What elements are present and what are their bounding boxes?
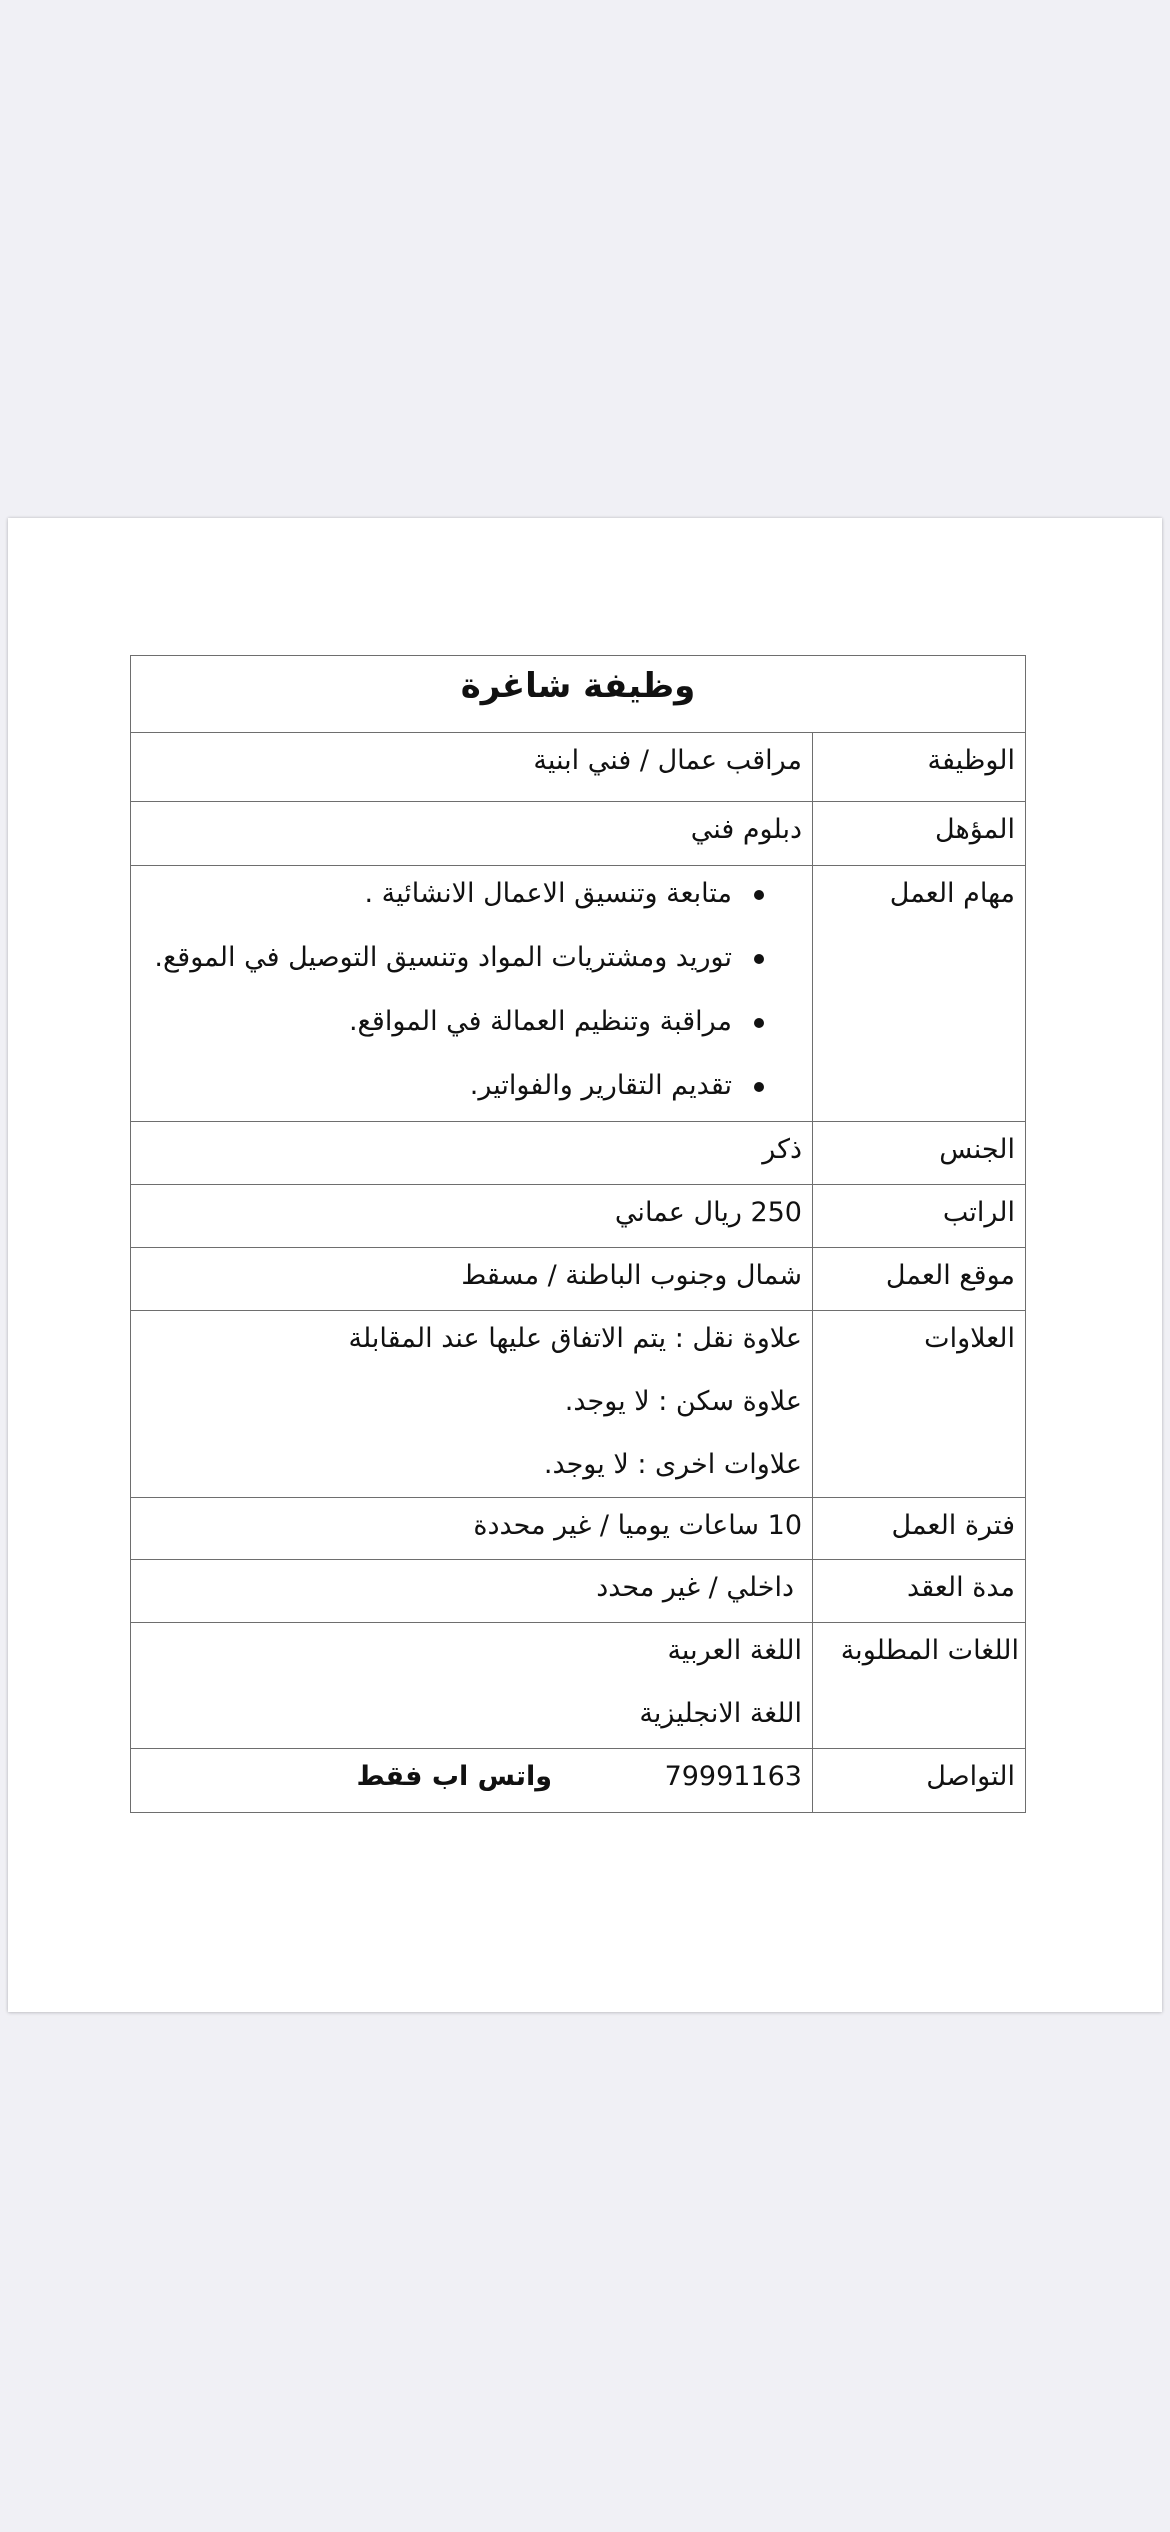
tasks-label: مهام العمل [812, 866, 1025, 1121]
salary-value: 250 ريال عماني [614, 1197, 802, 1228]
location-label: موقع العمل [812, 1248, 1025, 1310]
title-row [131, 656, 1025, 733]
allowances-value [131, 1311, 812, 1497]
task-text: تقديم التقارير والفواتير. [469, 1070, 732, 1101]
document-title: وظيفة شاغرة [460, 666, 696, 706]
document-page [8, 518, 1162, 2012]
row-languages [131, 1623, 1025, 1749]
allowance-transport: علاوة نقل : يتم الاتفاق عليها عند المقابلة [348, 1323, 802, 1354]
salary-label: الراتب [812, 1185, 1025, 1247]
contact-label: التواصل [812, 1749, 1025, 1812]
bullet-icon [754, 1082, 764, 1092]
tasks-list [137, 874, 802, 1130]
contract-duration-label: مدة العقد [812, 1560, 1025, 1622]
row-allowances [131, 1311, 1025, 1498]
task-item [137, 938, 802, 1002]
languages-value [131, 1623, 812, 1748]
qualification-value: دبلوم فني [690, 814, 802, 845]
row-contract-duration [131, 1560, 1025, 1623]
qualification-label: المؤهل [812, 802, 1025, 865]
gender-value: ذكر [762, 1134, 802, 1165]
row-qualification [131, 802, 1025, 866]
row-gender [131, 1122, 1025, 1185]
row-tasks [131, 866, 1025, 1122]
task-item [137, 1066, 802, 1130]
work-period-label: فترة العمل [812, 1498, 1025, 1559]
task-text: مراقبة وتنظيم العمالة في المواقع. [348, 1006, 732, 1037]
row-job [131, 733, 1025, 802]
row-salary [131, 1185, 1025, 1248]
contract-duration-value: داخلي / غير محدد [596, 1572, 794, 1603]
allowances-label: العلاوات [812, 1311, 1025, 1497]
contact-value [131, 1749, 812, 1812]
job-label: الوظيفة [812, 733, 1025, 801]
allowance-housing: علاوة سكن : لا يوجد. [564, 1386, 802, 1417]
task-item [137, 874, 802, 938]
language-english: اللغة الانجليزية [639, 1698, 802, 1729]
task-item [137, 1002, 802, 1066]
tasks-value [131, 866, 812, 1121]
language-arabic: اللغة العربية [667, 1635, 802, 1666]
work-period-value: 10 ساعات يوميا / غير محددة [473, 1510, 802, 1541]
bullet-icon [754, 954, 764, 964]
job-vacancy-table [130, 655, 1026, 1813]
contact-whatsapp-note: واتس اب فقط [356, 1761, 552, 1792]
row-contact [131, 1749, 1025, 1812]
row-work-period [131, 1498, 1025, 1560]
task-text: متابعة وتنسيق الاعمال الانشائية . [364, 878, 732, 909]
row-location [131, 1248, 1025, 1311]
languages-label: اللغات المطلوبة [812, 1623, 1025, 1748]
bullet-icon [754, 1018, 764, 1028]
task-text: توريد ومشتريات المواد وتنسيق التوصيل في الموقع. [154, 942, 732, 973]
allowance-other: علاوات اخرى : لا يوجد. [543, 1449, 802, 1480]
job-value: مراقب عمال / فني ابنية [533, 745, 802, 776]
gender-label: الجنس [812, 1122, 1025, 1184]
location-value: شمال وجنوب الباطنة / مسقط [461, 1260, 802, 1291]
bullet-icon [754, 890, 764, 900]
contact-phone: 79991163 [664, 1761, 802, 1792]
